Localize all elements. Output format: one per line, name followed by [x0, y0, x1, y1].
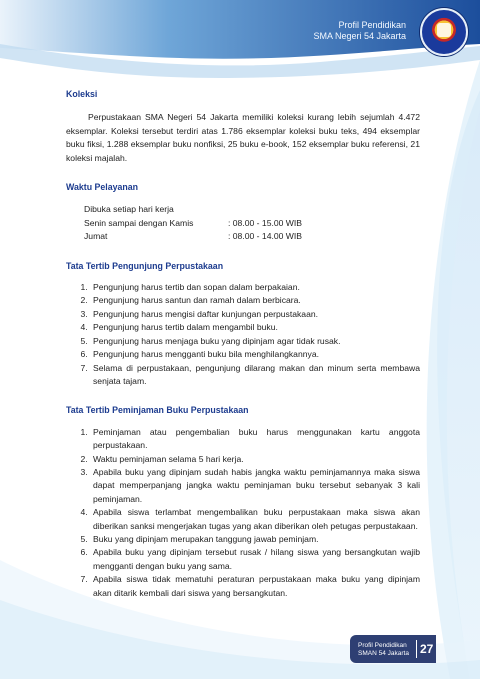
- list-item: 6. Apabila buku yang dipinjam tersebut rusak / hilang siswa yang bersangkutan wajib mengganti dengan buku yang sama.: [90, 546, 420, 573]
- koleksi-paragraph: Perpustakaan SMA Negeri 54 Jakarta memiliki koleksi kurang lebih sejumlah 4.472 eksemplar. Koleksi tersebut terdiri atas 1.786 eksemplar koleksi buku teks, 494 eksemplar buku fiksi, 1.288 eksemplar buku nonfiksi, 25 buku e-book, 152 eksemplar buku referensi, 21 koleksi majalah.: [66, 112, 420, 163]
- list-item: 1. Peminjaman atau pengembalian buku harus menggunakan kartu anggota perpustakaan.: [90, 426, 420, 453]
- schedule: [84, 203, 420, 243]
- page-footer: [350, 635, 436, 663]
- schedule-row: Jumat : 08.00 - 14.00 WIB: [84, 231, 303, 242]
- section-title-koleksi: Koleksi: [66, 89, 98, 99]
- schedule-intro: Dibuka setiap hari kerja: [84, 204, 174, 215]
- list-item: 5. Buku yang dipinjam merupakan tanggung jawab peminjam.: [90, 533, 420, 546]
- list-item: 5. Pengunjung harus menjaga buku yang dipinjam agar tidak rusak.: [90, 335, 420, 348]
- header-line-1: Profil Pendidikan: [338, 20, 406, 30]
- list-item: 7. Apabila siswa tidak mematuhi peraturan perpustakaan maka buku yang dipinjam akan ditarik kembali dari siswa yang bersangkutan.: [90, 573, 420, 600]
- section-title-waktu: Waktu Pelayanan: [66, 182, 139, 193]
- footer-divider: [416, 640, 417, 658]
- schedule-row: Senin sampai dengan Kamis : 08.00 - 15.00 WIB: [84, 217, 303, 228]
- footer-label: Profil Pendidikan SMAN 54 Jakarta: [358, 642, 409, 657]
- list-item: 4. Apabila siswa terlambat mengembalikan buku perpustakaan maka siswa akan diberikan sanksi mengerjakan tugas yang akan diberikan oleh petugas perpustakaan.: [90, 506, 420, 533]
- list-item: 3. Pengunjung harus mengisi daftar kunjungan perpustakaan.: [90, 308, 420, 321]
- section-title-tata-peminjaman: Tata Tertib Peminjaman Buku Perpustakaan: [66, 405, 249, 416]
- header-title: [313, 20, 406, 42]
- list-tata-pengunjung: [66, 281, 420, 388]
- list-item: 3. Apabila buku yang dipinjam sudah habis jangka waktu peminjamannya maka siswa dapat memperpanjang jangka waktu peminjaman buku tersebut sebanyak 3 kali peminjaman.: [90, 466, 420, 506]
- list-tata-peminjaman: [66, 426, 420, 600]
- page-number: 27: [420, 642, 434, 656]
- school-logo-icon: [420, 8, 468, 56]
- list-item: 2. Pengunjung harus santun dan ramah dalam berbicara.: [90, 294, 420, 307]
- list-item: 7. Selama di perpustakaan, pengunjung dilarang makan dan minum serta membawa senjata tajam.: [90, 362, 420, 389]
- list-item: 4. Pengunjung harus tertib dalam mengambil buku.: [90, 321, 420, 334]
- header-line-2: SMA Negeri 54 Jakarta: [313, 31, 406, 41]
- list-item: 1. Pengunjung harus tertib dan sopan dalam berpakaian.: [90, 281, 420, 294]
- list-item: 6. Pengunjung harus mengganti buku bila menghilangkannya.: [90, 348, 420, 361]
- section-title-tata-pengunjung: Tata Tertib Pengunjung Perpustakaan: [66, 260, 224, 271]
- list-item: 2. Waktu peminjaman selama 5 hari kerja.: [90, 453, 420, 466]
- page-content: [66, 88, 420, 600]
